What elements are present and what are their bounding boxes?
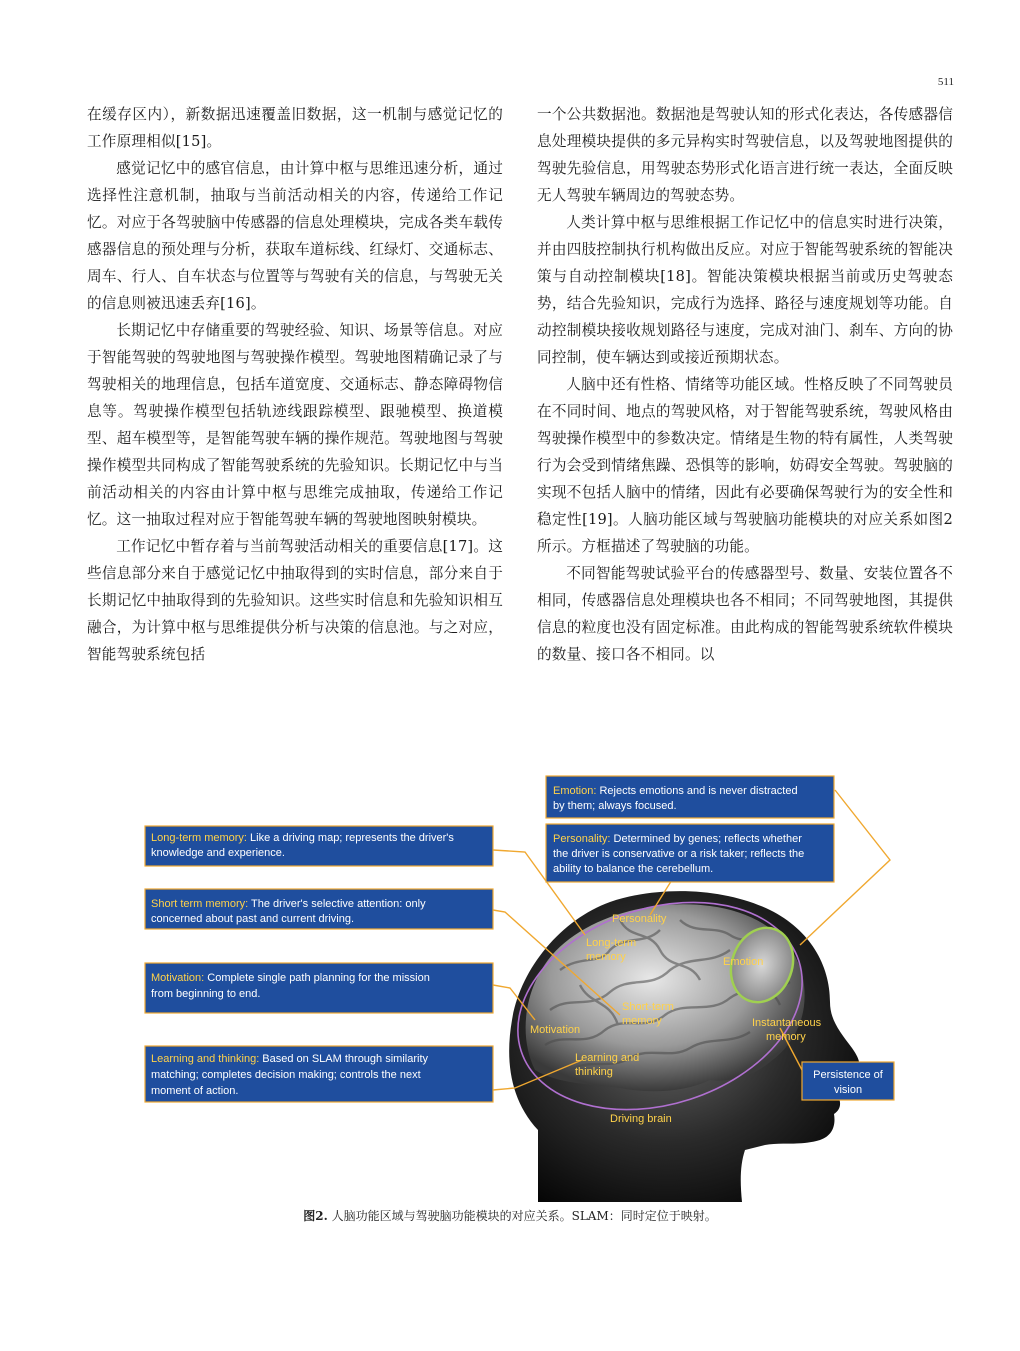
label-driving-brain: Driving brain <box>610 1113 672 1125</box>
persistence-of-vision-box <box>802 1062 894 1100</box>
emotion-box <box>546 776 834 818</box>
label-long-term-1: Long-term <box>586 937 637 949</box>
svg-text:Motivation: Complete single pa: Motivation: Complete single path planning for the mission <box>151 972 430 984</box>
right-paragraph: 人脑中还有性格、情绪等功能区域。性格反映了不同驾驶员在不同时间、地点的驾驶风格，对于智能驾驶系统，驾驶风格由驾驶操作模型中的参数决定。情绪是生物的特有属性，人类驾驶行为会受到情绪焦躁、恐惧等的影响，妨碍安全驾驶。驾驶脑的实现不包括人脑中的情绪，因此有必要确保驾驶行为的安全性和稳定性[19]。人脑功能区域与驾驶脑功能模块的对应关系如图2所示。方框描述了驾驶脑的功能。 <box>537 376 953 555</box>
svg-text:the driver is conservative or: the driver is conservative or a risk taker; reflects the <box>553 848 805 860</box>
svg-text:moment of action.: moment of action. <box>151 1085 239 1097</box>
long-term-memory-box <box>145 826 493 866</box>
left-paragraph: 感觉记忆中的感官信息，由计算中枢与思维迅速分析，通过选择性注意机制，抽取与当前活动相关的内容，传递给工作记忆。对应于各驾驶脑中传感器的信息处理模块，完成各类车载传感器信息的预处理与分析，获取车道标线、红绿灯、交通标志、周车、行人、自车状态与位置等与驾驶有关的信息，与驾驶无关的信息则被迅速丢弃[16]。 <box>87 160 503 312</box>
svg-text:Long-term memory: Like a drivi: Long-term memory: Like a driving map; represents the driver's <box>151 832 454 844</box>
caption-label: 图2. <box>303 1209 328 1223</box>
short-term-memory-box <box>145 889 493 929</box>
svg-text:Learning and thinking: Based o: Learning and thinking: Based on SLAM through similarity <box>151 1053 428 1065</box>
caption-text: 人脑功能区域与驾驶脑功能模块的对应关系。SLAM：同时定位于映射。 <box>327 1209 717 1223</box>
label-personality: Personality <box>612 913 667 925</box>
left-paragraph: 工作记忆中暂存着与当前驾驶活动相关的重要信息[17]。这些信息部分来自于感觉记忆中抽取得到的实时信息，部分来自于长期记忆中抽取得到的先验知识。这些实时信息和先验知识相互融合，为计算中枢与思维提供分析与决策的信息池。与之对应，智能驾驶系统包括 <box>87 538 503 663</box>
label-motivation: Motivation <box>530 1024 581 1036</box>
svg-text:Persistence of: Persistence of <box>813 1069 883 1081</box>
label-learning-2: thinking <box>575 1066 613 1078</box>
svg-text:from beginning to end.: from beginning to end. <box>151 988 261 1000</box>
label-long-term-2: memory <box>586 951 626 963</box>
svg-text:vision: vision <box>833 1084 863 1096</box>
right-paragraph: 人类计算中枢与思维根据工作记忆中的信息实时进行决策，并由四肢控制执行机构做出反应。对应于智能驾驶系统的智能决策与自动控制模块[18]。智能决策模块根据当前或历史驾驶态势，结合先验知识，完成行为选择、路径与速度规划等功能。自动控制模块接收规划路径与速度，完成对油门、刹车、方向的协同控制，使车辆达到或接近预期状态。 <box>537 214 953 366</box>
figure-caption <box>0 1207 1020 1224</box>
left-paragraph: 长期记忆中存储重要的驾驶经验、知识、场景等信息。对应于智能驾驶的驾驶地图与驾驶操作模型。驾驶地图精确记录了与驾驶相关的地理信息，包括车道宽度、交通标志、静态障碍物信息等。驾驶操作模型包括轨迹线跟踪模型、跟驰模型、换道模型、超车模型等，是智能驾驶车辆的操作规范。驾驶地图与驾驶操作模型共同构成了智能驾驶系统的先验知识。长期记忆中与当前活动相关的内容由计算中枢与思维完成抽取，传递给工作记忆。这一抽取过程对应于智能驾驶车辆的驾驶地图映射模块。 <box>87 322 503 528</box>
label-instantaneous-2: memory <box>766 1031 806 1043</box>
svg-text:Emotion: Rejects emotions and: Emotion: Rejects emotions and is never distracted <box>553 785 798 797</box>
label-emotion: Emotion <box>723 956 764 968</box>
page-number: 511 <box>937 76 954 88</box>
left-paragraph: 在缓存区内），新数据迅速覆盖旧数据，这一机制与感觉记忆的工作原理相似[15]。 <box>87 106 503 150</box>
svg-text:matching; completes decision m: matching; completes decision making; controls the next <box>151 1069 421 1081</box>
right-text-column <box>537 101 953 668</box>
personality-box <box>546 824 834 882</box>
right-paragraph: 一个公共数据池。数据池是驾驶认知的形式化表达，各传感器信息处理模块提供的多元异构实时驾驶信息，以及驾驶地图提供的驾驶先验信息，用驾驶态势形式化语言进行统一表达，全面反映无人驾驶车辆周边的驾驶态势。 <box>537 106 953 204</box>
svg-text:Personality: Determined by gen: Personality: Determined by genes; reflects whether <box>553 833 802 845</box>
right-paragraph: 不同智能驾驶试验平台的传感器型号、数量、安装位置各不相同，传感器信息处理模块也各不相同；不同驾驶地图，其提供信息的粒度也没有固定标准。由此构成的智能驾驶系统软件模块的数量、接口各不相同。以 <box>537 565 953 663</box>
label-short-term-1: Short-term <box>622 1001 674 1013</box>
label-learning-1: Learning and <box>575 1052 640 1064</box>
svg-text:concerned about past and curre: concerned about past and current driving. <box>151 913 355 925</box>
figure-brain-diagram <box>140 770 900 1202</box>
label-short-term-2: memory <box>622 1015 662 1027</box>
label-instantaneous-1: Instantaneous <box>752 1017 822 1029</box>
svg-text:by them; always focused.: by them; always focused. <box>553 800 677 812</box>
svg-text:ability to balance the cerebel: ability to balance the cerebellum. <box>553 863 714 875</box>
left-text-column <box>87 101 503 668</box>
motivation-box <box>145 963 493 1013</box>
learning-thinking-box <box>145 1046 493 1102</box>
svg-text:knowledge and experience.: knowledge and experience. <box>151 847 285 859</box>
svg-text:Short term memory: The driver': Short term memory: The driver's selective attention: only <box>151 898 426 910</box>
